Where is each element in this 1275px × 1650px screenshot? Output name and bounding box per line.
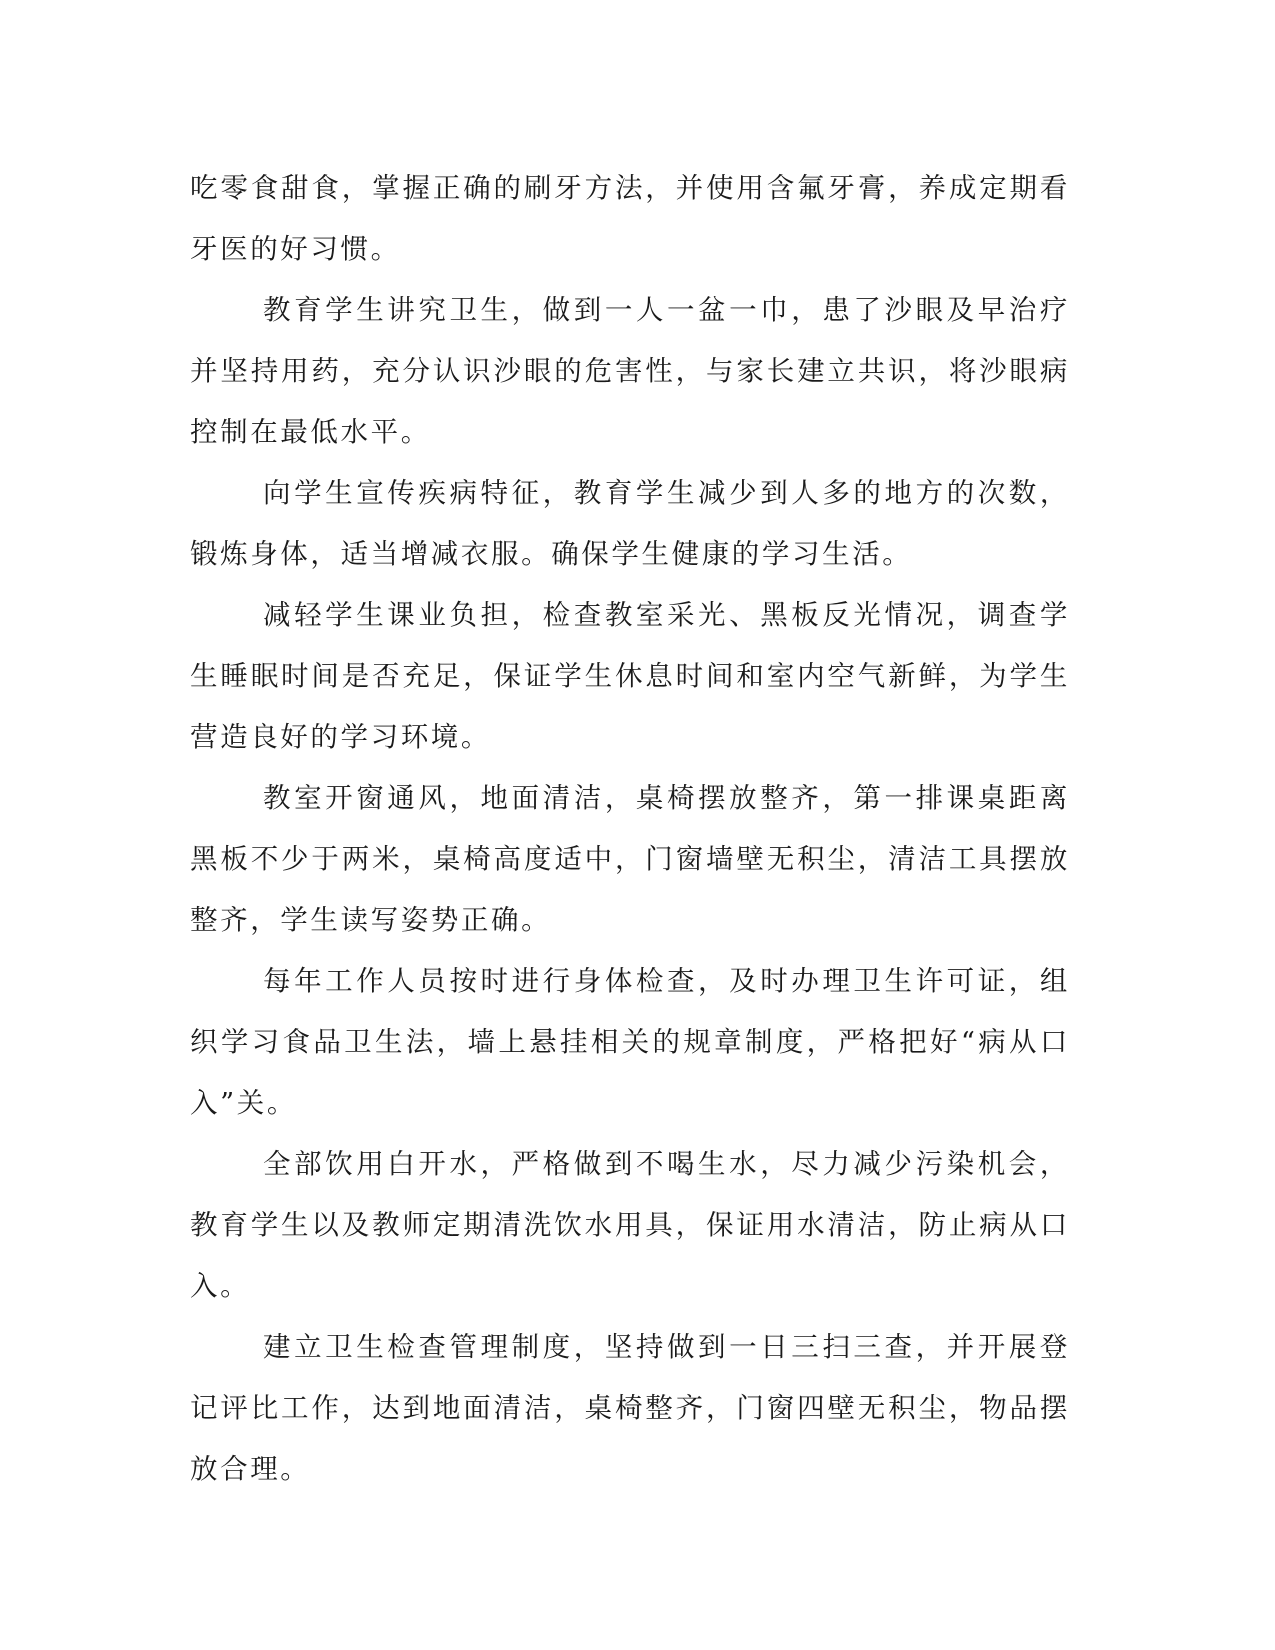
- paragraph-4: 减轻学生课业负担，检查教室采光、黑板反光情况，调查学生睡眠时间是否充足，保证学生休息时间和室内空气新鲜，为学生营造良好的学习环境。: [190, 599, 1070, 753]
- paragraph-5: 教室开窗通风，地面清洁，桌椅摆放整齐，第一排课桌距离黑板不少于两米，桌椅高度适中，门窗墙壁无积尘，清洁工具摆放整齐，学生读写姿势正确。: [190, 782, 1070, 936]
- paragraph-8: 建立卫生检查管理制度，坚持做到一日三扫三查，并开展登记评比工作，达到地面清洁，桌椅整齐，门窗四壁无积尘，物品摆放合理。: [190, 1331, 1070, 1485]
- paragraph-6: 每年工作人员按时进行身体检查，及时办理卫生许可证，组织学习食品卫生法，墙上悬挂相关的规章制度，严格把好“病从口入”关。: [190, 965, 1070, 1119]
- document-body: [190, 158, 1070, 1500]
- paragraph-7: 全部饮用白开水，严格做到不喝生水，尽力减少污染机会，教育学生以及教师定期清洗饮水用具，保证用水清洁，防止病从口入。: [190, 1148, 1070, 1302]
- paragraph-1: 吃零食甜食，掌握正确的刷牙方法，并使用含氟牙膏，养成定期看牙医的好习惯。: [190, 172, 1070, 265]
- paragraph-3: 向学生宣传疾病特征，教育学生减少到人多的地方的次数，锻炼身体，适当增减衣服。确保学生健康的学习生活。: [190, 477, 1070, 570]
- paragraph-2: 教育学生讲究卫生，做到一人一盆一巾，患了沙眼及早治疗并坚持用药，充分认识沙眼的危害性，与家长建立共识，将沙眼病控制在最低水平。: [190, 294, 1070, 448]
